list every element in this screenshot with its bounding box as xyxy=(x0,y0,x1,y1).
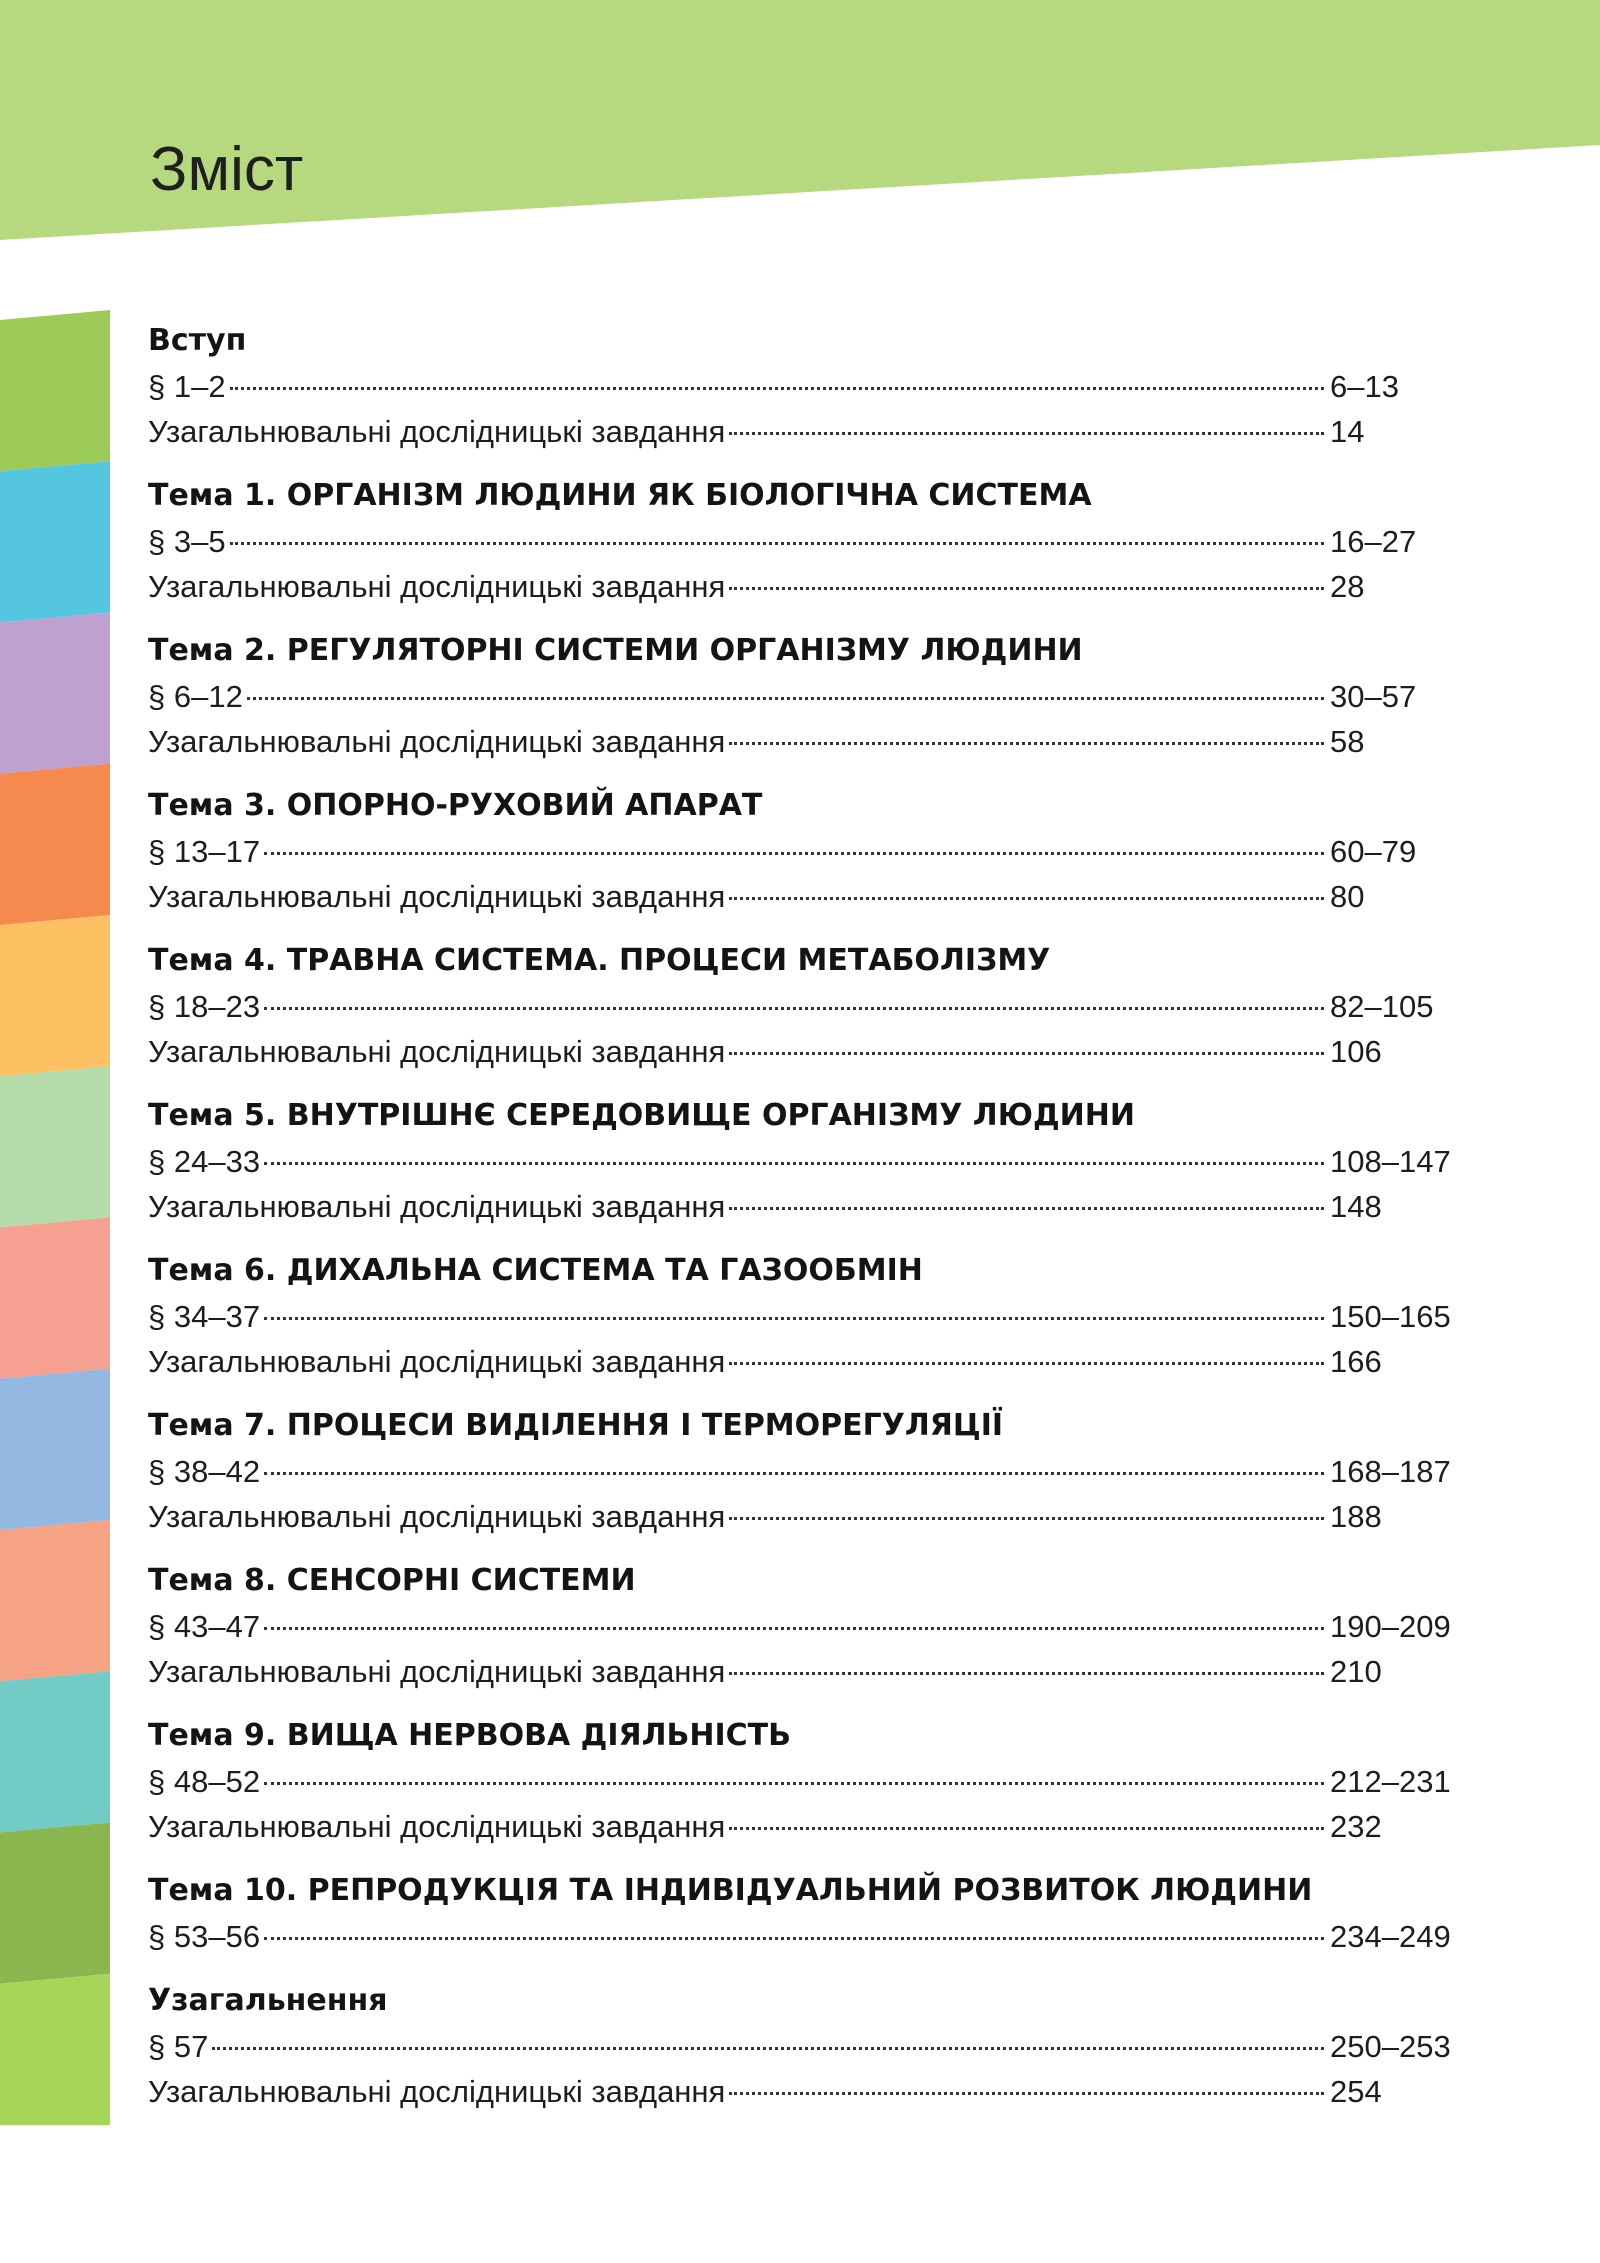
dot-leader xyxy=(729,2092,1324,2095)
toc-entry[interactable] xyxy=(148,1184,1470,1229)
toc-entry-label: § 38–42 xyxy=(148,1454,261,1489)
toc-entry-pages: 188 xyxy=(1330,1499,1382,1534)
dot-leader xyxy=(264,852,1324,855)
dot-leader xyxy=(729,432,1324,435)
dot-leader xyxy=(264,1162,1324,1165)
color-tab xyxy=(0,1520,110,1681)
toc-section xyxy=(148,1978,1470,2114)
toc-entry-pages: 234–249 xyxy=(1330,1919,1451,1954)
toc-entry-label: § 24–33 xyxy=(148,1144,261,1179)
dot-leader xyxy=(264,1627,1324,1630)
toc-entry-pages: 166 xyxy=(1330,1344,1382,1379)
section-heading[interactable]: Тема 7. ПРОЦЕСИ ВИДІЛЕННЯ І ТЕРМОРЕГУЛЯЦІЇ xyxy=(148,1408,1004,1443)
toc-entry-pages: 28 xyxy=(1330,569,1365,604)
toc-section xyxy=(148,1713,1470,1849)
toc-section xyxy=(148,628,1470,764)
toc-section xyxy=(148,783,1470,919)
dot-leader xyxy=(212,2047,1324,2050)
dot-leader xyxy=(264,1317,1324,1320)
toc-entry-label: Узагальнювальні дослідницькі завдання xyxy=(148,1654,726,1689)
table-of-contents xyxy=(148,318,1470,2133)
toc-entry-pages: 254 xyxy=(1330,2074,1382,2109)
toc-entry-pages: 250–253 xyxy=(1330,2029,1451,2064)
section-heading[interactable]: Тема 1. ОРГАНІЗМ ЛЮДИНИ ЯК БІОЛОГІЧНА СИСТЕМА xyxy=(148,478,1092,513)
toc-entry-pages: 6–13 xyxy=(1330,369,1399,404)
color-tab xyxy=(0,1066,110,1227)
dot-leader xyxy=(729,1207,1324,1210)
color-tab xyxy=(0,1218,110,1379)
color-tab xyxy=(0,1671,110,1832)
toc-entry-label: § 13–17 xyxy=(148,834,261,869)
section-heading[interactable]: Узагальнення xyxy=(148,1983,388,2018)
toc-entry-pages: 30–57 xyxy=(1330,679,1417,714)
toc-entry-pages: 82–105 xyxy=(1330,989,1434,1024)
toc-entry[interactable] xyxy=(148,829,1470,874)
color-tab xyxy=(0,613,110,774)
dot-leader xyxy=(230,387,1324,390)
toc-entry[interactable] xyxy=(148,1804,1470,1849)
toc-entry[interactable] xyxy=(148,2069,1470,2114)
toc-entry[interactable] xyxy=(148,1294,1470,1339)
toc-entry[interactable] xyxy=(148,874,1470,919)
section-heading[interactable]: Тема 2. РЕГУЛЯТОРНІ СИСТЕМИ ОРГАНІЗМУ ЛЮДИНИ xyxy=(148,633,1083,668)
color-tab xyxy=(0,1974,110,2125)
color-tab xyxy=(0,461,110,622)
dot-leader xyxy=(729,1827,1324,1830)
section-heading[interactable]: Тема 5. ВНУТРІШНЄ СЕРЕДОВИЩЕ ОРГАНІЗМУ ЛЮДИНИ xyxy=(148,1098,1135,1133)
toc-entry-label: § 48–52 xyxy=(148,1764,261,1799)
toc-entry-label: § 6–12 xyxy=(148,679,243,714)
section-heading[interactable]: Тема 9. ВИЩА НЕРВОВА ДІЯЛЬНІСТЬ xyxy=(148,1718,792,1753)
toc-section xyxy=(148,473,1470,609)
dot-leader xyxy=(729,1517,1324,1520)
dot-leader xyxy=(729,587,1324,590)
toc-entry-label: Узагальнювальні дослідницькі завдання xyxy=(148,879,726,914)
toc-entry[interactable] xyxy=(148,1759,1470,1804)
toc-entry[interactable] xyxy=(148,519,1470,564)
toc-section xyxy=(148,318,1470,454)
toc-entry-label: § 1–2 xyxy=(148,369,226,404)
toc-section xyxy=(148,1093,1470,1229)
toc-entry-label: § 57 xyxy=(148,2029,209,2064)
dot-leader xyxy=(247,697,1324,700)
toc-entry-pages: 210 xyxy=(1330,1654,1382,1689)
toc-entry-pages: 148 xyxy=(1330,1189,1382,1224)
dot-leader xyxy=(729,742,1324,745)
dot-leader xyxy=(264,1472,1324,1475)
toc-entry-label: § 34–37 xyxy=(148,1299,261,1334)
dot-leader xyxy=(264,1782,1324,1785)
section-heading[interactable]: Тема 6. ДИХАЛЬНА СИСТЕМА ТА ГАЗООБМІН xyxy=(148,1253,923,1288)
toc-entry[interactable] xyxy=(148,564,1470,609)
toc-entry[interactable] xyxy=(148,984,1470,1029)
dot-leader xyxy=(264,1007,1324,1010)
toc-section xyxy=(148,1403,1470,1539)
toc-entry-pages: 168–187 xyxy=(1330,1454,1451,1489)
toc-entry-pages: 108–147 xyxy=(1330,1144,1451,1179)
dot-leader xyxy=(264,1937,1324,1940)
toc-section xyxy=(148,1868,1470,1959)
toc-entry-label: § 3–5 xyxy=(148,524,226,559)
toc-entry-pages: 232 xyxy=(1330,1809,1382,1844)
dot-leader xyxy=(729,1052,1324,1055)
toc-entry-pages: 150–165 xyxy=(1330,1299,1451,1334)
color-tab xyxy=(0,915,110,1076)
toc-entry[interactable] xyxy=(148,719,1470,764)
toc-entry-label: Узагальнювальні дослідницькі завдання xyxy=(148,569,726,604)
color-tabs xyxy=(0,310,110,2125)
toc-entry-pages: 190–209 xyxy=(1330,1609,1451,1644)
section-heading[interactable]: Вступ xyxy=(148,323,247,358)
toc-entry-label: Узагальнювальні дослідницькі завдання xyxy=(148,2074,726,2109)
toc-entry-pages: 58 xyxy=(1330,724,1365,759)
toc-entry-label: § 53–56 xyxy=(148,1919,261,1954)
toc-entry-pages: 106 xyxy=(1330,1034,1382,1069)
page-title: Зміст xyxy=(150,135,304,204)
dot-leader xyxy=(729,1362,1324,1365)
toc-entry[interactable] xyxy=(148,674,1470,719)
toc-entry[interactable] xyxy=(148,1139,1470,1184)
toc-entry[interactable] xyxy=(148,1339,1470,1384)
section-heading[interactable]: Тема 4. ТРАВНА СИСТЕМА. ПРОЦЕСИ МЕТАБОЛІЗМУ xyxy=(148,943,1051,978)
dot-leader xyxy=(729,1672,1324,1675)
toc-entry[interactable] xyxy=(148,1604,1470,1649)
dot-leader xyxy=(729,897,1324,900)
toc-entry-label: § 18–23 xyxy=(148,989,261,1024)
dot-leader xyxy=(230,542,1324,545)
toc-entry-pages: 16–27 xyxy=(1330,524,1417,559)
color-tab xyxy=(0,1823,110,1984)
toc-entry[interactable] xyxy=(148,2024,1470,2069)
toc-entry[interactable] xyxy=(148,1494,1470,1539)
color-tab xyxy=(0,1369,110,1530)
toc-entry[interactable] xyxy=(148,409,1470,454)
toc-entry-label: Узагальнювальні дослідницькі завдання xyxy=(148,1344,726,1379)
toc-entry-pages: 14 xyxy=(1330,414,1365,449)
toc-entry-pages: 60–79 xyxy=(1330,834,1417,869)
toc-entry-label: Узагальнювальні дослідницькі завдання xyxy=(148,1189,726,1224)
toc-entry-label: Узагальнювальні дослідницькі завдання xyxy=(148,414,726,449)
toc-section xyxy=(148,938,1470,1074)
toc-entry-label: Узагальнювальні дослідницькі завдання xyxy=(148,1499,726,1534)
section-heading[interactable]: Тема 10. РЕПРОДУКЦІЯ ТА ІНДИВІДУАЛЬНИЙ РОЗВИТОК ЛЮДИНИ xyxy=(148,1873,1313,1908)
toc-entry[interactable] xyxy=(148,364,1470,409)
toc-entry-label: Узагальнювальні дослідницькі завдання xyxy=(148,1034,726,1069)
toc-entry-label: § 43–47 xyxy=(148,1609,261,1644)
toc-section xyxy=(148,1558,1470,1694)
section-heading[interactable]: Тема 3. ОПОРНО-РУХОВИЙ АПАРАТ xyxy=(148,788,763,823)
toc-entry[interactable] xyxy=(148,1449,1470,1494)
toc-entry-pages: 80 xyxy=(1330,879,1365,914)
toc-entry[interactable] xyxy=(148,1029,1470,1074)
color-tab xyxy=(0,310,110,471)
toc-entry-pages: 212–231 xyxy=(1330,1764,1451,1799)
section-heading[interactable]: Тема 8. СЕНСОРНІ СИСТЕМИ xyxy=(148,1563,636,1598)
toc-entry[interactable] xyxy=(148,1914,1470,1959)
toc-entry-label: Узагальнювальні дослідницькі завдання xyxy=(148,724,726,759)
toc-entry[interactable] xyxy=(148,1649,1470,1694)
toc-entry-label: Узагальнювальні дослідницькі завдання xyxy=(148,1809,726,1844)
toc-section xyxy=(148,1248,1470,1384)
color-tab xyxy=(0,764,110,925)
